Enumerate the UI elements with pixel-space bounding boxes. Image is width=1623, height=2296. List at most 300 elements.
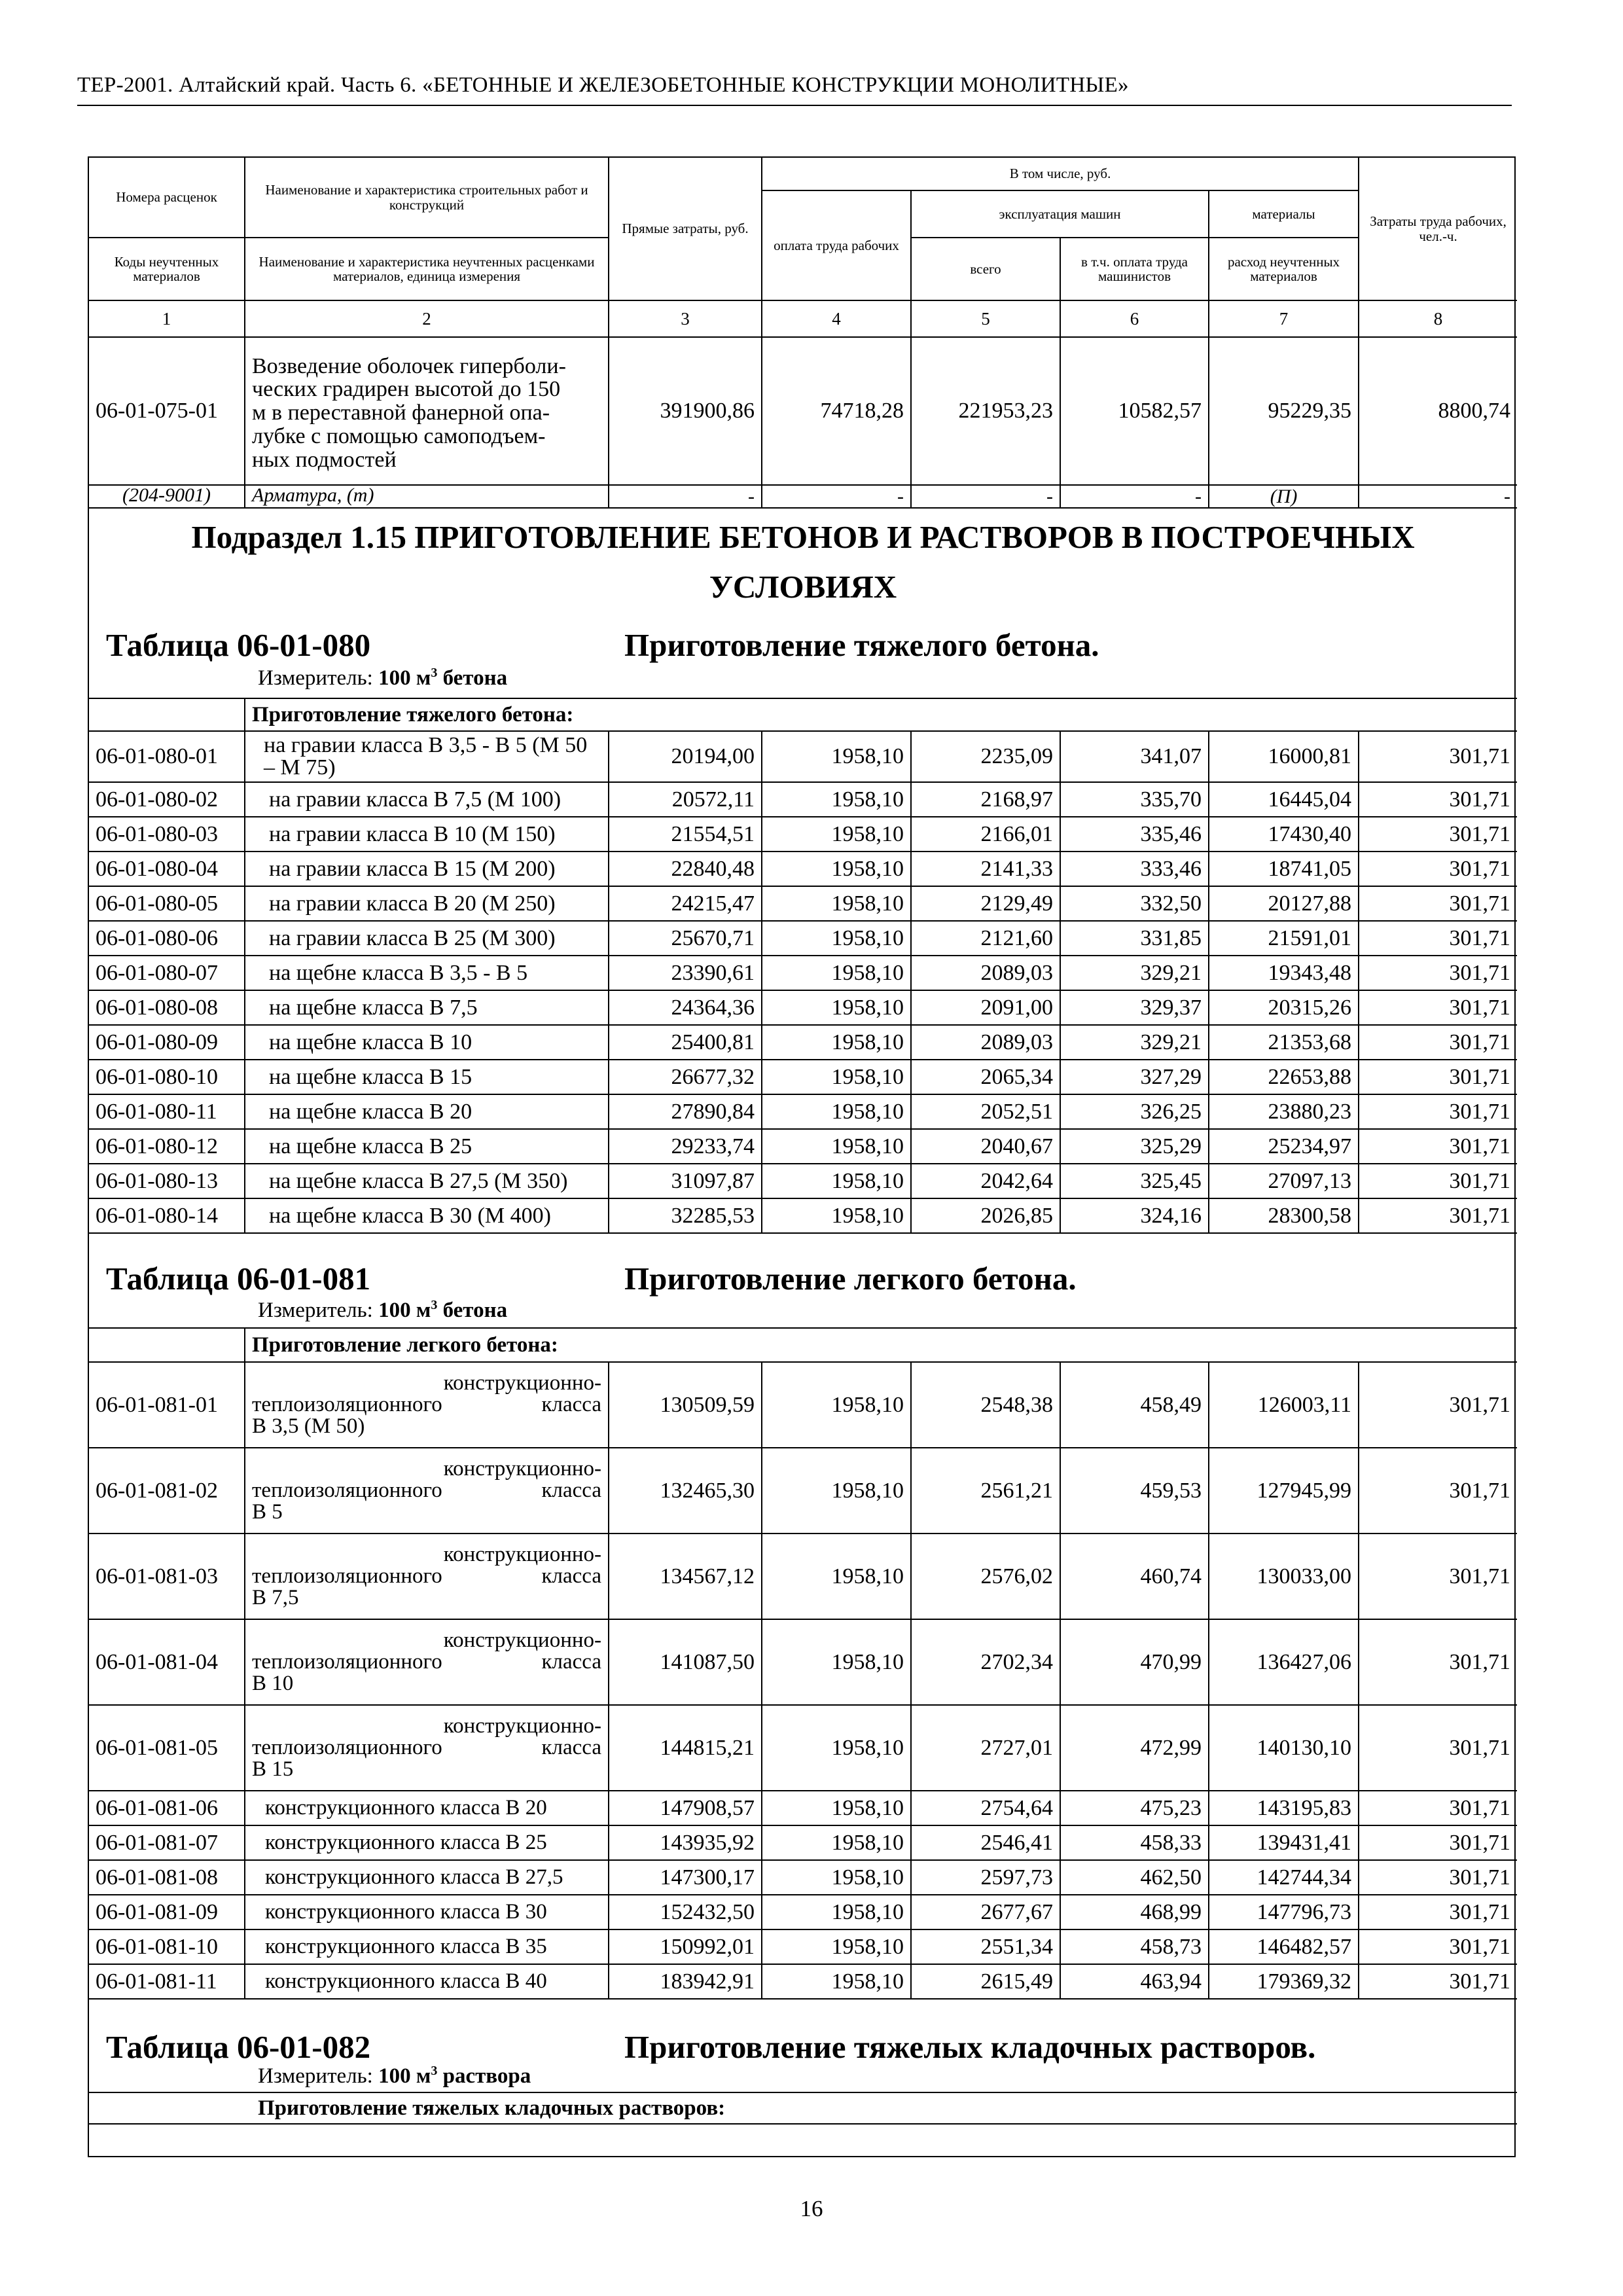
direct-cost: 25670,71 [609,921,762,956]
subheader: Приготовление легкого бетона: [245,1328,1517,1362]
rate-name: на щебне класса В 30 (М 400) [245,1198,609,1233]
rate-code: 06-01-080-13 [89,1164,245,1198]
material-value: - [609,485,762,508]
table-row [89,1825,1517,1860]
labor-pay: 1958,10 [762,990,911,1025]
rate-name: на гравии класса В 7,5 (М 100) [245,782,609,817]
subheader-row [89,2092,1517,2124]
labor-hours: 8800,74 [1359,337,1517,485]
rate-name: на гравии класса В 3,5 - В 5 (М 50 – М 75) [245,731,609,782]
measure-label: Измеритель: [258,1299,373,1322]
direct-cost: 152432,50 [609,1895,762,1929]
direct-cost: 23390,61 [609,956,762,990]
rate-code: 06-01-081-05 [89,1705,245,1791]
measure-tail: бетона [437,666,508,690]
rate-name: на гравии класса В 10 (М 150) [245,817,609,852]
labor-pay: 1958,10 [762,852,911,886]
measure-sup: 3 [431,2064,438,2078]
labor-pay: 1958,10 [762,1929,911,1964]
col-name-top: Наименование и характеристика строительных работ и конструкций [245,158,609,238]
table-row [89,1860,1517,1895]
labor-pay: 1958,10 [762,731,911,782]
rate-code: 06-01-080-07 [89,956,245,990]
column-number-row [89,300,1517,337]
measure-tail: раствора [437,2064,531,2088]
direct-cost: 29233,74 [609,1129,762,1164]
rate-name-line: ческих градирен высотой до 150 [252,377,561,402]
table-title-row [89,1233,1517,1298]
rate-name [245,1448,609,1534]
col-number: 6 [1060,300,1209,337]
machine-labor: 333,46 [1060,852,1209,886]
table-row [89,782,1517,817]
machine-total: 2235,09 [911,731,1060,782]
machine-labor: 329,21 [1060,1025,1209,1060]
machine-labor: 324,16 [1060,1198,1209,1233]
col-code-bottom: Коды неучтенных материалов [89,238,245,300]
machine-labor: 325,29 [1060,1129,1209,1164]
machine-labor: 335,70 [1060,782,1209,817]
table-row [89,1929,1517,1964]
table-row [89,1791,1517,1825]
materials: 21591,01 [1209,921,1359,956]
measure-label: Измеритель: [258,666,373,690]
materials: 142744,34 [1209,1860,1359,1895]
labor-hours: 301,71 [1359,1791,1517,1825]
labor-hours: 301,71 [1359,886,1517,921]
machine-total: 2089,03 [911,1025,1060,1060]
direct-cost: 25400,81 [609,1025,762,1060]
rate-name-line: конструкционно- [443,1543,601,1566]
table-row [89,990,1517,1025]
rate-name: на щебне класса В 10 [245,1025,609,1060]
col-direct: Прямые затраты, руб. [609,158,762,300]
rate-code: 06-01-080-06 [89,921,245,956]
machine-labor: 326,25 [1060,1094,1209,1129]
materials: 139431,41 [1209,1825,1359,1860]
materials: 146482,57 [1209,1929,1359,1964]
col-code-top: Номера расценок [89,158,245,238]
labor-hours: 301,71 [1359,1362,1517,1448]
materials: 17430,40 [1209,817,1359,852]
material-value: - [1359,485,1517,508]
rate-name-line: теплоизоляционного класса [252,1564,601,1588]
direct-cost: 22840,48 [609,852,762,886]
machine-total: 2677,67 [911,1895,1060,1929]
direct-cost: 391900,86 [609,337,762,485]
rate-code: 06-01-081-11 [89,1964,245,1999]
table-row [89,921,1517,956]
table-title: Приготовление тяжелого бетона. [624,627,1099,663]
page-number: 16 [800,2196,823,2221]
labor-hours: 301,71 [1359,1825,1517,1860]
rate-name-line: конструкционно- [443,1371,601,1395]
measure-value: 100 м [378,2064,431,2088]
table-number: Таблица 06-01-080 [106,627,371,663]
labor-pay: 1958,10 [762,1198,911,1233]
col-labor-pay: оплата труда рабочих [762,190,911,300]
rate-code: 06-01-080-10 [89,1060,245,1094]
machine-total: 2091,00 [911,990,1060,1025]
col-number: 1 [89,300,245,337]
materials: 20315,26 [1209,990,1359,1025]
materials: 28300,58 [1209,1198,1359,1233]
machine-labor: 335,46 [1060,817,1209,852]
table-row [89,731,1517,782]
materials: 16000,81 [1209,731,1359,782]
machine-total: 2089,03 [911,956,1060,990]
labor-hours: 301,71 [1359,921,1517,956]
rate-name [245,1619,609,1705]
machine-total: 2727,01 [911,1705,1060,1791]
rate-name-line: В 10 [252,1672,294,1695]
machine-labor: 329,21 [1060,956,1209,990]
rate-code: 06-01-080-04 [89,852,245,886]
machine-total: 2576,02 [911,1534,1060,1619]
direct-cost: 24364,36 [609,990,762,1025]
labor-pay: 1958,10 [762,1895,911,1929]
rate-name: на щебне класса В 20 [245,1094,609,1129]
machine-total: 2141,33 [911,852,1060,886]
direct-cost: 26677,32 [609,1060,762,1094]
materials: 136427,06 [1209,1619,1359,1705]
machine-total: всего [911,238,1060,300]
table-row [89,1895,1517,1929]
rate-name-line: теплоизоляционного класса [252,1393,601,1416]
machine-labor: 468,99 [1060,1895,1209,1929]
rate-code: 06-01-081-04 [89,1619,245,1705]
subheader-row [89,698,1517,731]
labor-hours: 301,71 [1359,1534,1517,1619]
direct-cost: 20194,00 [609,731,762,782]
table-title: Приготовление легкого бетона. [624,1261,1077,1297]
table-row [89,1164,1517,1198]
labor-hours: 301,71 [1359,731,1517,782]
labor-pay: 1958,10 [762,1791,911,1825]
materials: 143195,83 [1209,1791,1359,1825]
direct-cost: 183942,91 [609,1964,762,1999]
machine-group: эксплуатация машин [911,190,1209,238]
direct-cost: 27890,84 [609,1094,762,1129]
labor-pay: 1958,10 [762,1619,911,1705]
machine-total: 2597,73 [911,1860,1060,1895]
materials: 19343,48 [1209,956,1359,990]
material-row [89,485,1517,508]
rate-code: 06-01-080-12 [89,1129,245,1164]
labor-pay: 1958,10 [762,1534,911,1619]
machine-labor: 463,94 [1060,1964,1209,1999]
labor-pay: 1958,10 [762,1164,911,1198]
labor-pay: 1958,10 [762,1362,911,1448]
rate-code: 06-01-081-01 [89,1362,245,1448]
subheader: Приготовление тяжелого бетона: [245,698,1517,731]
col-number: 3 [609,300,762,337]
machine-labor: 458,33 [1060,1825,1209,1860]
table-row [89,1619,1517,1705]
rate-name: на щебне класса В 7,5 [245,990,609,1025]
materials: 18741,05 [1209,852,1359,886]
table-081-body [89,1791,1517,1999]
col-number: 2 [245,300,609,337]
table-number: Таблица 06-01-082 [106,2029,371,2064]
measure-sup: 3 [431,1298,438,1312]
direct-cost: 31097,87 [609,1164,762,1198]
machine-labor: 329,37 [1060,990,1209,1025]
materials: 25234,97 [1209,1129,1359,1164]
table-row [89,956,1517,990]
rate-code: 06-01-075-01 [89,337,245,485]
labor-hours: 301,71 [1359,1705,1517,1791]
table-081-multi-body [89,1362,1517,1791]
table-title: Приготовление тяжелых кладочных растворов. [624,2029,1316,2064]
machine-labor: 470,99 [1060,1619,1209,1705]
rate-name-line: конструкционно- [443,1628,601,1652]
rate-name [245,1705,609,1791]
direct-cost: 143935,92 [609,1825,762,1860]
subheader: Приготовление тяжелых кладочных растворов: [89,2092,1517,2124]
labor-hours: 301,71 [1359,852,1517,886]
rates-table [89,158,1517,2125]
direct-cost: 20572,11 [609,782,762,817]
direct-cost: 147908,57 [609,1791,762,1825]
rate-name-line: теплоизоляционного класса [252,1736,601,1759]
col-number: 8 [1359,300,1517,337]
material-code: (204-9001) [89,485,245,508]
labor-pay: 1958,10 [762,886,911,921]
labor-hours: 301,71 [1359,1448,1517,1534]
direct-cost: 144815,21 [609,1705,762,1791]
col-number: 7 [1209,300,1359,337]
labor-hours: 301,71 [1359,1129,1517,1164]
header-rule [77,105,1512,106]
machine-total: 2065,34 [911,1060,1060,1094]
machine-labor: 462,50 [1060,1860,1209,1895]
table-row [89,886,1517,921]
measure-tail: бетона [437,1299,508,1322]
rate-name-line: В 7,5 [252,1586,299,1609]
table-row [89,1198,1517,1233]
machine-labor: 331,85 [1060,921,1209,956]
section-row [89,508,1517,612]
machine-labor: 458,49 [1060,1362,1209,1448]
labor-pay: 1958,10 [762,956,911,990]
measure-sup: 3 [431,666,438,680]
rate-name-line: теплоизоляционного класса [252,1479,601,1502]
rate-name-line: теплоизоляционного класса [252,1650,601,1674]
labor-pay: 1958,10 [762,782,911,817]
machine-labor: 325,45 [1060,1164,1209,1198]
rate-name: на щебне класса В 25 [245,1129,609,1164]
table-row [89,1705,1517,1791]
direct-cost: 132465,30 [609,1448,762,1534]
rate-code: 06-01-080-09 [89,1025,245,1060]
direct-cost: 134567,12 [609,1534,762,1619]
materials: 147796,73 [1209,1895,1359,1929]
rate-name-line: конструкционно- [443,1457,601,1480]
machine-total: 2129,49 [911,886,1060,921]
rate-name-line: В 3,5 (М 50) [252,1414,365,1438]
machine-total: 2042,64 [911,1164,1060,1198]
machine-total: 2702,34 [911,1619,1060,1705]
rate-name-line: м в переставной фанерной опа- [252,401,550,425]
table-080-body [89,731,1517,1233]
rate-code: 06-01-080-14 [89,1198,245,1233]
rate-name [245,1362,609,1448]
materials-unaccounted: расход неучтенных материалов [1209,238,1359,300]
machine-total: 2754,64 [911,1791,1060,1825]
labor-hours: 301,71 [1359,1929,1517,1964]
table-row [89,1025,1517,1060]
rate-name-line: конструкционно- [443,1714,601,1738]
rate-name: на гравии класса В 15 (М 200) [245,852,609,886]
material-value: - [911,485,1060,508]
table-row [89,852,1517,886]
labor-hours: 301,71 [1359,1860,1517,1895]
table-title-row [89,1999,1517,2064]
materials-group: материалы [1209,190,1359,238]
labor-pay: 1958,10 [762,817,911,852]
materials: 22653,88 [1209,1060,1359,1094]
table-row [89,1129,1517,1164]
machine-labor: 10582,57 [1060,337,1209,485]
labor-pay: 74718,28 [762,337,911,485]
labor-pay: 1958,10 [762,921,911,956]
rate-code: 06-01-081-09 [89,1895,245,1929]
table-title-row [89,612,1517,666]
materials: 126003,11 [1209,1362,1359,1448]
col-number: 4 [762,300,911,337]
rate-name: на щебне класса В 15 [245,1060,609,1094]
rate-code: 06-01-081-06 [89,1791,245,1825]
labor-pay: 1958,10 [762,1094,911,1129]
labor-hours: 301,71 [1359,1164,1517,1198]
rate-code: 06-01-081-03 [89,1534,245,1619]
rate-name: конструкционного класса В 27,5 [245,1860,609,1895]
machine-total: 2546,41 [911,1825,1060,1860]
rate-name: на щебне класса В 27,5 (М 350) [245,1164,609,1198]
rate-name: на гравии класса В 20 (М 250) [245,886,609,921]
rate-name: конструкционного класса В 30 [245,1895,609,1929]
rate-name: на щебне класса В 3,5 - В 5 [245,956,609,990]
table-row [89,1448,1517,1534]
material-value: (П) [1209,485,1359,508]
labor-hours: 301,71 [1359,1025,1517,1060]
labor-pay: 1958,10 [762,1964,911,1999]
rate-name: конструкционного класса В 40 [245,1964,609,1999]
machine-labor: 341,07 [1060,731,1209,782]
materials: 20127,88 [1209,886,1359,921]
labor-pay: 1958,10 [762,1825,911,1860]
labor-hours: 301,71 [1359,1198,1517,1233]
labor-hours: 301,71 [1359,956,1517,990]
materials: 127945,99 [1209,1448,1359,1534]
rate-name-line: В 5 [252,1500,283,1524]
rate-name: на гравии класса В 25 (М 300) [245,921,609,956]
materials: 27097,13 [1209,1164,1359,1198]
labor-hours: 301,71 [1359,1964,1517,1999]
rate-code: 06-01-081-08 [89,1860,245,1895]
machine-total: 2026,85 [911,1198,1060,1233]
rate-code: 06-01-080-02 [89,782,245,817]
materials: 95229,35 [1209,337,1359,485]
table-row [89,1094,1517,1129]
labor-pay: 1958,10 [762,1060,911,1094]
rate-name: конструкционного класса В 20 [245,1791,609,1825]
direct-cost: 32285,53 [609,1198,762,1233]
rate-code: 06-01-080-05 [89,886,245,921]
direct-cost: 150992,01 [609,1929,762,1964]
rate-code: 06-01-080-03 [89,817,245,852]
incl-group: В том числе, руб. [762,158,1359,190]
table-row [89,1060,1517,1094]
material-value: - [1060,485,1209,508]
materials: 16445,04 [1209,782,1359,817]
materials: 21353,68 [1209,1025,1359,1060]
labor-hours: 301,71 [1359,817,1517,852]
direct-cost: 21554,51 [609,817,762,852]
machine-total: 2040,67 [911,1129,1060,1164]
machine-total: 2121,60 [911,921,1060,956]
rate-name: конструкционного класса В 25 [245,1825,609,1860]
machine-labor: 472,99 [1060,1705,1209,1791]
labor-hours: 301,71 [1359,1060,1517,1094]
machine-total: 2168,97 [911,782,1060,817]
rates-table-frame [88,156,1516,2157]
measure-label: Измеритель: [258,2064,373,2088]
machine-labor: 460,74 [1060,1534,1209,1619]
machine-labor: 458,73 [1060,1929,1209,1964]
machine-total: 2615,49 [911,1964,1060,1999]
measure-value: 100 м [378,1299,431,1322]
labor-hours: 301,71 [1359,1619,1517,1705]
materials: 130033,00 [1209,1534,1359,1619]
rate-name-line: Возведение оболочек гиперболи- [252,353,566,378]
table-row [89,817,1517,852]
labor-pay: 1958,10 [762,1860,911,1895]
rate-name-line: В 15 [252,1757,294,1781]
table-row [89,1534,1517,1619]
rate-code: 06-01-080-01 [89,731,245,782]
materials: 23880,23 [1209,1094,1359,1129]
machine-total: 2551,34 [911,1929,1060,1964]
rate-code: 06-01-081-10 [89,1929,245,1964]
measure-row [89,2064,1517,2092]
table-row [89,1362,1517,1448]
labor-hours: 301,71 [1359,1094,1517,1129]
rate-name-line: ных подмостей [252,447,397,472]
machine-total: 2548,38 [911,1362,1060,1448]
measure-value: 100 м [378,666,431,690]
measure-row [89,666,1517,698]
rate-name [245,337,609,485]
table-row [89,337,1517,485]
labor-pay: 1958,10 [762,1129,911,1164]
table-number: Таблица 06-01-081 [106,1261,371,1297]
direct-cost: 147300,17 [609,1860,762,1895]
machine-labor: 459,53 [1060,1448,1209,1534]
measure-row [89,1298,1517,1328]
rate-name [245,1534,609,1619]
machine-total: 2166,01 [911,817,1060,852]
labor-pay: 1958,10 [762,1705,911,1791]
col-number: 5 [911,300,1060,337]
rate-code: 06-01-081-07 [89,1825,245,1860]
rate-name: конструкционного класса В 35 [245,1929,609,1964]
rate-code: 06-01-080-11 [89,1094,245,1129]
rate-code: 06-01-081-02 [89,1448,245,1534]
machine-labor: 475,23 [1060,1791,1209,1825]
direct-cost: 141087,50 [609,1619,762,1705]
